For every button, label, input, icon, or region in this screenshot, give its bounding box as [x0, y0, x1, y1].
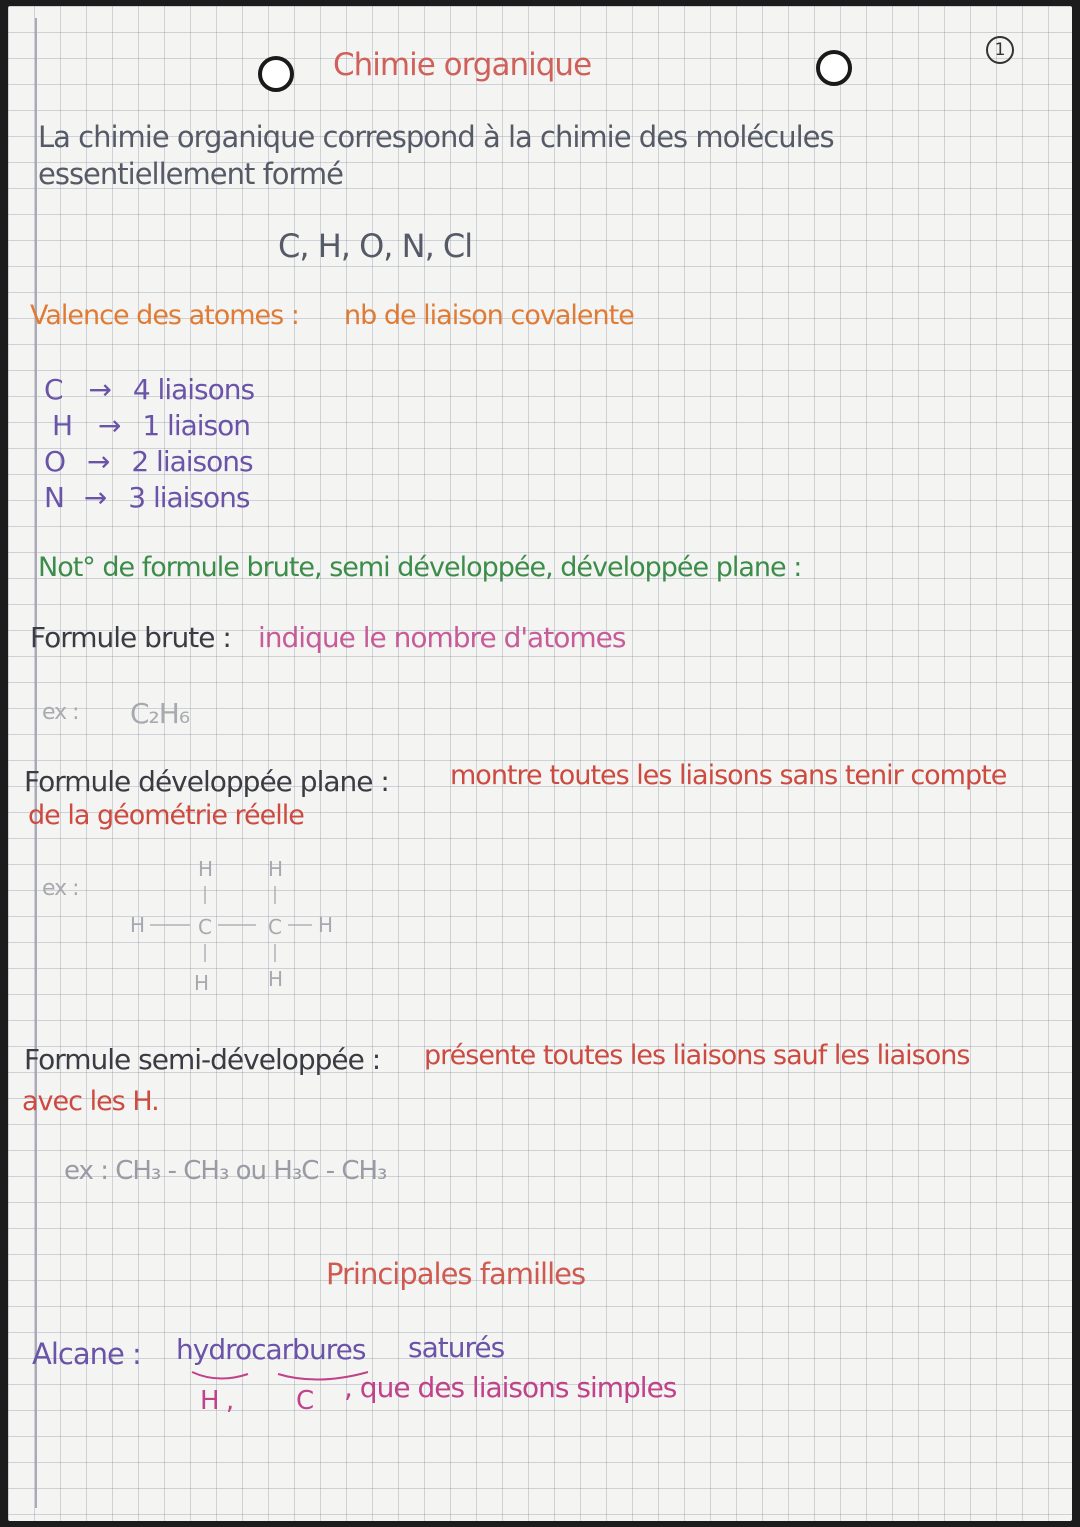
ethane-structure-diagram [128, 854, 368, 994]
atom-c: C [268, 915, 282, 939]
atom-c: C [198, 915, 212, 939]
familles-heading: Principales familles [326, 1257, 586, 1291]
bond-count: 4 liaisons [132, 373, 255, 406]
valence-item [52, 409, 251, 442]
binder-hole-right [816, 50, 852, 86]
binder-hole-left [258, 56, 294, 92]
formule-semi-example: ex : CH₃ - CH₃ ou H₃C - CH₃ [64, 1156, 387, 1186]
atom-h: H [268, 967, 284, 991]
formule-brute-example: C₂H₆ [130, 697, 190, 730]
valence-definition: nb de liaison covalente [344, 300, 634, 331]
page-number: 1 [986, 36, 1014, 64]
formule-semi-definition-2: avec les H. [22, 1086, 159, 1117]
formule-developpee-label: Formule développée plane : [24, 765, 389, 798]
example-label: ex : [42, 700, 79, 725]
valence-item [44, 481, 250, 514]
intro-line-1: La chimie organique correspond à la chimie des molécules [38, 120, 834, 154]
valence-heading: Valence des atomes : [30, 300, 299, 331]
alcane-sub-c: C [296, 1386, 314, 1416]
atom-symbol: C [44, 373, 63, 406]
formule-developpee-definition-2: de la géométrie réelle [28, 800, 304, 831]
atom-symbol: H [52, 409, 73, 442]
atom-symbol: O [44, 445, 66, 478]
atom-h: H [198, 857, 214, 881]
atom-h: H [194, 971, 210, 994]
notions-heading: Not° de formule brute, semi développée, développée plane : [38, 552, 802, 583]
alcane-sub-h: H , [200, 1386, 234, 1416]
formule-developpee-definition-1: montre toutes les liaisons sans tenir compte [450, 760, 1007, 791]
formule-semi-definition-1: présente toutes les liaisons sauf les liaisons [424, 1040, 970, 1071]
arrow-icon: → [83, 481, 107, 514]
atom-h: H [268, 857, 284, 881]
formule-brute-definition: indique le nombre d'atomes [258, 621, 626, 654]
bond-count: 3 liaisons [128, 481, 250, 514]
bond-count: 1 liaison [142, 409, 251, 442]
valence-item [44, 445, 253, 478]
notebook-page [8, 6, 1072, 1521]
margin-line [35, 18, 37, 1508]
elements-list: C, H, O, N, Cl [278, 227, 473, 265]
alcane-description: , que des liaisons simples [344, 1371, 677, 1404]
page-title: Chimie organique [333, 47, 592, 83]
formule-brute-label: Formule brute : [30, 621, 231, 654]
alcane-word-hydrocarbures: hydrocarbures [176, 1333, 366, 1366]
atom-h: H [318, 913, 334, 937]
arrow-icon: → [86, 445, 110, 478]
formule-semi-label: Formule semi-développée : [24, 1043, 381, 1076]
arrow-icon: → [88, 373, 111, 406]
atom-symbol: N [44, 481, 64, 514]
example-label: ex : [42, 876, 79, 901]
valence-item [44, 373, 255, 406]
atom-h: H [130, 913, 146, 937]
alcane-label: Alcane : [32, 1337, 141, 1371]
alcane-word-satures: saturés [408, 1331, 505, 1364]
arrow-icon: → [97, 409, 121, 442]
intro-line-2: essentiellement formé [38, 157, 344, 191]
bond-count: 2 liaisons [131, 445, 253, 478]
